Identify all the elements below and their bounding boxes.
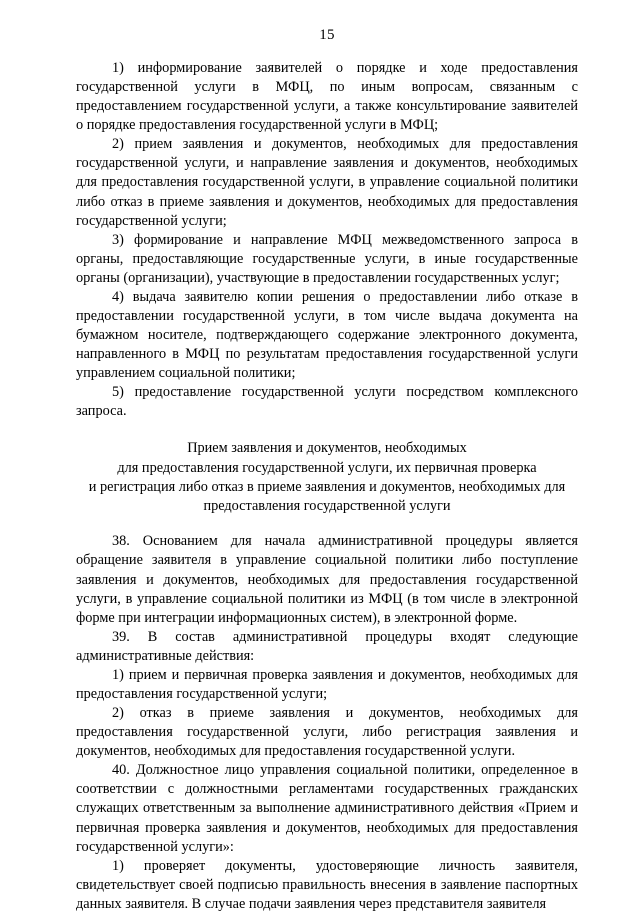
paragraph-clause-39-item-2: 2) отказ в приеме заявления и документов, необходимых для предоставления государственной услуги, либо регистрация заявления и документов, необходимых для предоставления государственной услуги.: [76, 705, 578, 760]
section-heading-line-1: Прием заявления и документов, необходимых: [187, 440, 467, 457]
paragraph-clause-40: 40. Должностное лицо управления социальной политики, определенное в соответствии с должностными регламентами государственных гражданских служащих ответственным за выполнение административного действия «Прием и первичная проверка заявления и документов, необходимых для предоставления государственной услуги»:: [76, 762, 578, 855]
section-heading-line-4: предоставления государственной услуги: [203, 498, 451, 515]
page-number: 15: [319, 27, 335, 43]
paragraph-item-5: 5) предоставление государственной услуги посредством комплексного запроса.: [76, 384, 578, 420]
section-heading-line-3: и регистрация либо отказ в приеме заявления и документов, необходимых для: [88, 478, 566, 495]
section-heading: [76, 439, 578, 516]
paragraph-clause-38: 38. Основанием для начала административной процедуры является обращение заявителя в управление социальной политики либо поступление заявления и документов, необходимых для предоставления государственной услуги, в управление социальной политики из МФЦ (в том числе в электронной форме при интеграции информационных систем), в электронной форме.: [76, 533, 578, 626]
paragraph-clause-40-item-1: 1) проверяет документы, удостоверяющие личность заявителя, свидетельствует своей подписью правильность внесения в заявление паспортных данных заявителя. В случае подачи заявления через представителя заявителя: [76, 857, 578, 912]
paragraph-clause-39-item-1: 1) прием и первичная проверка заявления и документов, необходимых для предоставления государственной услуги;: [76, 666, 578, 702]
paragraph-item-3: 3) формирование и направление МФЦ межведомственного запроса в органы, предоставляющие государственные услуги, в иные государственные органы (организации), участвующие в предоставлении государственных услуг;: [76, 231, 578, 286]
paragraph-item-2: 2) прием заявления и документов, необходимых для предоставления государственной услуги, и направление заявления и документов, необходимых для предоставления государственной услуги, в управление социальной политики либо отказ в приеме заявления и документов, необходимых для предоставления государственной услуги;: [76, 136, 578, 229]
paragraph-clause-39: 39. В состав административной процедуры входят следующие административные действия:: [76, 628, 578, 664]
paragraph-item-4: 4) выдача заявителю копии решения о предоставлении либо отказе в предоставлении государственной услуги, в том числе выдача документа на бумажном носителе, подтверждающего содержание электронного документа, направленного в МФЦ по результатам предоставления государственной услуги управлением социальной политики;: [76, 288, 578, 382]
paragraph-item-1: 1) информирование заявителей о порядке и ходе предоставления государственной услуги в МФЦ, по иным вопросам, связанным с предоставлением государственной услуги, а также консультирование заявителей о порядке предоставления государственной услуги в МФЦ;: [76, 60, 578, 134]
section-heading-line-2: для предоставления государственной услуги, их первичная проверка: [117, 459, 537, 476]
